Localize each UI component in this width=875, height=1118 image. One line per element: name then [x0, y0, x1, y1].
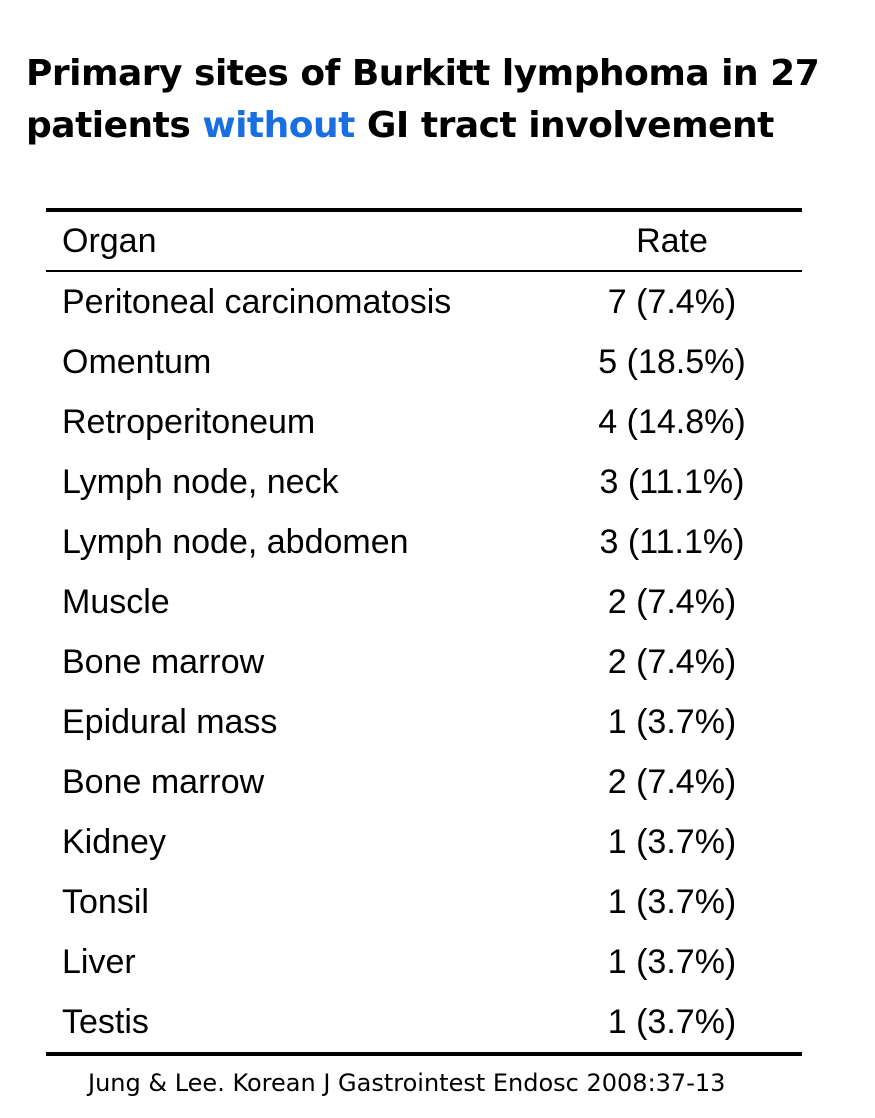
table-row: [46, 452, 802, 512]
organ-cell: Peritoneal carcinomatosis: [62, 282, 452, 321]
header-rate: Rate: [636, 221, 708, 260]
citation: Jung & Lee. Korean J Gastrointest Endosc 2008:37-13: [88, 1069, 726, 1097]
organ-cell: Tonsil: [62, 882, 149, 921]
title-highlight: without: [202, 105, 355, 146]
organ-cell: Testis: [62, 1002, 149, 1041]
rate-cell: 1 (3.7%): [607, 942, 737, 981]
rate-cell: 3 (11.1%): [599, 522, 745, 561]
organ-cell: Bone marrow: [62, 762, 265, 801]
organ-cell: Kidney: [62, 822, 166, 861]
organ-cell: Lymph node, abdomen: [62, 522, 409, 561]
table-row: [46, 992, 802, 1052]
table-header-row: [46, 212, 802, 270]
title-part-2: GI tract involvement: [354, 105, 774, 146]
table-row: [46, 812, 802, 872]
rate-cell: 3 (11.1%): [599, 462, 745, 501]
rate-cell: 2 (7.4%): [607, 582, 737, 621]
table-row: [46, 332, 802, 392]
organ-cell: Retroperitoneum: [62, 402, 316, 441]
rate-cell: 4 (14.8%): [598, 402, 746, 441]
table-row: [46, 272, 802, 332]
rate-cell: 2 (7.4%): [607, 642, 737, 681]
table-bottom-rule: [46, 1052, 802, 1056]
rate-cell: 7 (7.4%): [607, 282, 737, 321]
organ-cell: Muscle: [62, 582, 170, 621]
table-row: [46, 872, 802, 932]
table-row: [46, 752, 802, 812]
table-row: [46, 572, 802, 632]
table-row: [46, 512, 802, 572]
organ-cell: Liver: [62, 942, 136, 981]
organ-cell: Omentum: [62, 342, 212, 381]
table-row: [46, 932, 802, 992]
title-part-1: Primary sites of Burkitt lymphoma in 27 patients: [26, 53, 820, 146]
organ-cell: Epidural mass: [62, 702, 278, 741]
slide-title: [26, 48, 866, 152]
sites-table: [46, 208, 802, 1056]
rate-cell: 2 (7.4%): [607, 762, 737, 801]
organ-cell: Bone marrow: [62, 642, 265, 681]
sites-table-grid: [46, 212, 802, 270]
rate-cell: 1 (3.7%): [607, 882, 737, 921]
rate-cell: 5 (18.5%): [598, 342, 746, 381]
sites-table-body: [46, 272, 802, 1052]
rate-cell: 1 (3.7%): [607, 702, 737, 741]
table-row: [46, 632, 802, 692]
table-row: [46, 692, 802, 752]
organ-cell: Lymph node, neck: [62, 462, 339, 501]
header-organ: Organ: [62, 221, 157, 260]
rate-cell: 1 (3.7%): [607, 1002, 737, 1041]
rate-cell: 1 (3.7%): [607, 822, 737, 861]
table-row: [46, 392, 802, 452]
